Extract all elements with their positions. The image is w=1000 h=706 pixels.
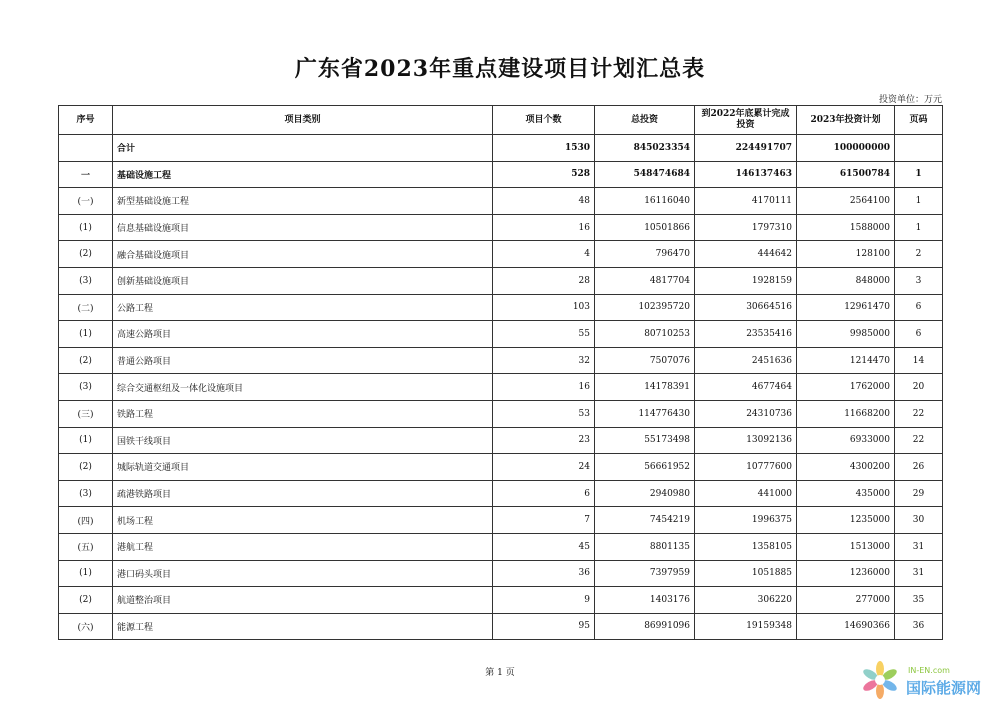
row-plan2023: 61500784 — [797, 161, 895, 188]
row-page: 1 — [895, 214, 943, 241]
row-count: 103 — [493, 294, 595, 321]
row-total: 796470 — [595, 241, 695, 268]
row-index: (二) — [59, 294, 113, 321]
row-index: (五) — [59, 533, 113, 560]
row-total: 56661952 — [595, 454, 695, 481]
table-row — [59, 374, 943, 401]
row-category: 创新基础设施项目 — [113, 267, 493, 294]
row-count: 7 — [493, 507, 595, 534]
row-cumulative: 23535416 — [695, 321, 797, 348]
row-page: 22 — [895, 427, 943, 454]
row-index: (六) — [59, 613, 113, 640]
row-index: (1) — [59, 321, 113, 348]
row-total: 10501866 — [595, 214, 695, 241]
row-category: 合计 — [113, 135, 493, 162]
row-category: 港口码头项目 — [113, 560, 493, 587]
row-cumulative: 19159348 — [695, 613, 797, 640]
watermark-en: IN-EN.com — [908, 666, 950, 675]
row-total: 102395720 — [595, 294, 695, 321]
table-row — [59, 188, 943, 215]
table-row — [59, 214, 943, 241]
row-page: 30 — [895, 507, 943, 534]
row-index: 一 — [59, 161, 113, 188]
row-count: 4 — [493, 241, 595, 268]
row-total: 86991096 — [595, 613, 695, 640]
row-page: 6 — [895, 294, 943, 321]
row-category: 综合交通枢纽及一体化设施项目 — [113, 374, 493, 401]
row-count: 23 — [493, 427, 595, 454]
table-row — [59, 400, 943, 427]
row-count: 32 — [493, 347, 595, 374]
row-page: 36 — [895, 613, 943, 640]
table-row — [59, 321, 943, 348]
row-category: 普通公路项目 — [113, 347, 493, 374]
table-row — [59, 241, 943, 268]
row-page — [895, 135, 943, 162]
row-count: 45 — [493, 533, 595, 560]
row-total: 4817704 — [595, 267, 695, 294]
row-count: 9 — [493, 587, 595, 614]
table-row — [59, 507, 943, 534]
row-plan2023: 12961470 — [797, 294, 895, 321]
table-row — [59, 613, 943, 640]
row-plan2023: 6933000 — [797, 427, 895, 454]
row-plan2023: 2564100 — [797, 188, 895, 215]
row-category: 高速公路项目 — [113, 321, 493, 348]
row-index: (3) — [59, 374, 113, 401]
row-cumulative: 1928159 — [695, 267, 797, 294]
table-row — [59, 135, 943, 162]
sun-flower-icon — [860, 660, 900, 700]
row-index: (2) — [59, 587, 113, 614]
row-total: 8801135 — [595, 533, 695, 560]
row-cumulative: 1797310 — [695, 214, 797, 241]
row-cumulative: 441000 — [695, 480, 797, 507]
row-count: 16 — [493, 214, 595, 241]
row-total: 14178391 — [595, 374, 695, 401]
row-count: 16 — [493, 374, 595, 401]
row-count: 24 — [493, 454, 595, 481]
row-total: 80710253 — [595, 321, 695, 348]
row-total: 548474684 — [595, 161, 695, 188]
header-category: 项目类别 — [113, 106, 493, 135]
row-count: 528 — [493, 161, 595, 188]
table-row — [59, 267, 943, 294]
row-cumulative: 1358105 — [695, 533, 797, 560]
row-category: 国铁干线项目 — [113, 427, 493, 454]
row-plan2023: 128100 — [797, 241, 895, 268]
row-total: 7397959 — [595, 560, 695, 587]
row-plan2023: 1235000 — [797, 507, 895, 534]
header-count: 项目个数 — [493, 106, 595, 135]
row-page: 20 — [895, 374, 943, 401]
row-category: 融合基础设施项目 — [113, 241, 493, 268]
row-total: 114776430 — [595, 400, 695, 427]
row-count: 1530 — [493, 135, 595, 162]
header-plan2023: 2023年投资计划 — [797, 106, 895, 135]
header-total: 总投资 — [595, 106, 695, 135]
table-header-row — [59, 106, 943, 135]
row-plan2023: 4300200 — [797, 454, 895, 481]
row-index: (2) — [59, 241, 113, 268]
row-category: 铁路工程 — [113, 400, 493, 427]
row-index: (2) — [59, 347, 113, 374]
row-page: 1 — [895, 188, 943, 215]
row-page: 6 — [895, 321, 943, 348]
row-index: (3) — [59, 267, 113, 294]
row-index: (1) — [59, 560, 113, 587]
row-category: 新型基础设施工程 — [113, 188, 493, 215]
row-plan2023: 1762000 — [797, 374, 895, 401]
row-count: 48 — [493, 188, 595, 215]
row-total: 1403176 — [595, 587, 695, 614]
unit-note: 投资单位：万元 — [878, 95, 942, 105]
row-cumulative: 306220 — [695, 587, 797, 614]
row-page: 31 — [895, 533, 943, 560]
row-page: 29 — [895, 480, 943, 507]
row-total: 7507076 — [595, 347, 695, 374]
row-cumulative: 146137463 — [695, 161, 797, 188]
row-cumulative: 444642 — [695, 241, 797, 268]
row-category: 公路工程 — [113, 294, 493, 321]
row-total: 2940980 — [595, 480, 695, 507]
table-body — [59, 135, 943, 640]
row-index: (2) — [59, 454, 113, 481]
row-cumulative: 2451636 — [695, 347, 797, 374]
table-row — [59, 161, 943, 188]
row-total: 55173498 — [595, 427, 695, 454]
row-total: 16116040 — [595, 188, 695, 215]
row-cumulative: 4677464 — [695, 374, 797, 401]
row-category: 港航工程 — [113, 533, 493, 560]
row-index: (3) — [59, 480, 113, 507]
row-page: 26 — [895, 454, 943, 481]
row-cumulative: 1051885 — [695, 560, 797, 587]
row-category: 能源工程 — [113, 613, 493, 640]
row-page: 35 — [895, 587, 943, 614]
row-plan2023: 14690366 — [797, 613, 895, 640]
table-row — [59, 427, 943, 454]
row-plan2023: 100000000 — [797, 135, 895, 162]
row-plan2023: 277000 — [797, 587, 895, 614]
row-index: (1) — [59, 214, 113, 241]
row-index: (一) — [59, 188, 113, 215]
row-category: 机场工程 — [113, 507, 493, 534]
row-cumulative: 10777600 — [695, 454, 797, 481]
table-row — [59, 454, 943, 481]
row-index: (四) — [59, 507, 113, 534]
row-total: 7454219 — [595, 507, 695, 534]
row-category: 信息基础设施项目 — [113, 214, 493, 241]
row-cumulative: 30664516 — [695, 294, 797, 321]
row-category: 航道整治项目 — [113, 587, 493, 614]
table-row — [59, 533, 943, 560]
row-plan2023: 1513000 — [797, 533, 895, 560]
page-footer: 第 1 页 — [485, 668, 515, 678]
row-page: 22 — [895, 400, 943, 427]
row-count: 36 — [493, 560, 595, 587]
header-cumulative: 到2022年底累计完成投资 — [695, 106, 797, 135]
row-index: (三) — [59, 400, 113, 427]
row-count: 55 — [493, 321, 595, 348]
row-plan2023: 11668200 — [797, 400, 895, 427]
row-plan2023: 1236000 — [797, 560, 895, 587]
row-count: 6 — [493, 480, 595, 507]
row-count: 53 — [493, 400, 595, 427]
row-category: 基础设施工程 — [113, 161, 493, 188]
table-row — [59, 560, 943, 587]
row-cumulative: 224491707 — [695, 135, 797, 162]
row-cumulative: 4170111 — [695, 188, 797, 215]
row-plan2023: 9985000 — [797, 321, 895, 348]
summary-table — [58, 105, 943, 640]
row-category: 疏港铁路项目 — [113, 480, 493, 507]
row-index: (1) — [59, 427, 113, 454]
row-cumulative: 1996375 — [695, 507, 797, 534]
watermark-cn: 国际能源网 — [906, 679, 982, 697]
header-page: 页码 — [895, 106, 943, 135]
row-page: 2 — [895, 241, 943, 268]
table-row — [59, 294, 943, 321]
row-cumulative: 24310736 — [695, 400, 797, 427]
row-cumulative: 13092136 — [695, 427, 797, 454]
row-page: 31 — [895, 560, 943, 587]
table-row — [59, 480, 943, 507]
row-plan2023: 1588000 — [797, 214, 895, 241]
row-plan2023: 435000 — [797, 480, 895, 507]
header-index: 序号 — [59, 106, 113, 135]
row-category: 城际轨道交通项目 — [113, 454, 493, 481]
table-row — [59, 347, 943, 374]
row-page: 1 — [895, 161, 943, 188]
row-plan2023: 1214470 — [797, 347, 895, 374]
row-count: 95 — [493, 613, 595, 640]
page-title: 广东省2023年重点建设项目计划汇总表 — [294, 56, 706, 82]
row-plan2023: 848000 — [797, 267, 895, 294]
row-page: 3 — [895, 267, 943, 294]
row-count: 28 — [493, 267, 595, 294]
table-row — [59, 587, 943, 614]
row-total: 845023354 — [595, 135, 695, 162]
row-page: 14 — [895, 347, 943, 374]
row-index — [59, 135, 113, 162]
watermark-logo — [860, 660, 1000, 706]
